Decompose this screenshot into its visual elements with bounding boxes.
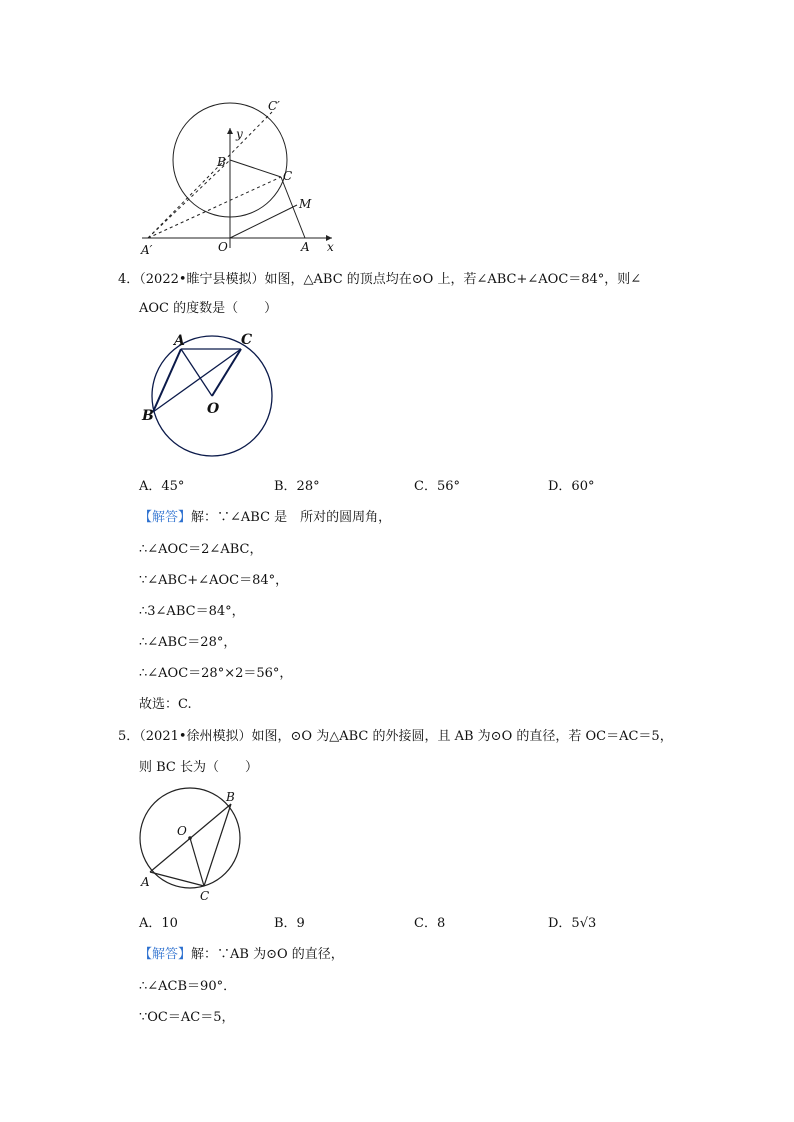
q4-label-o: O bbox=[207, 401, 220, 417]
q4-answer-line7: 故选：C. bbox=[139, 697, 192, 712]
q4-label-a: A bbox=[174, 333, 185, 349]
q5-seg-bc bbox=[204, 804, 231, 886]
q5-choice-d: D．5√3 bbox=[548, 916, 597, 931]
q5-choice-a: A．10 bbox=[139, 916, 178, 931]
label-x: x bbox=[327, 240, 334, 254]
q4-label-c: C bbox=[241, 332, 253, 348]
q5-center-dot bbox=[188, 836, 192, 840]
label-o: O bbox=[218, 240, 228, 254]
q5-answer-line3: ∵OC＝AC＝5， bbox=[139, 1010, 235, 1025]
label-c-prime: C′ bbox=[268, 99, 280, 113]
q5-choice-b: B．9 bbox=[274, 916, 305, 931]
label-a-prime: A′ bbox=[141, 243, 153, 257]
q4-choice-c: C．56° bbox=[414, 479, 460, 494]
q5-answer-first: 解：∵AB 为⊙O 的直径， bbox=[191, 947, 344, 962]
q5-label-c: C bbox=[200, 889, 210, 903]
q4-choice-a: A．45° bbox=[139, 479, 185, 494]
q4-choice-b: B．28° bbox=[274, 479, 320, 494]
q5-label-b: B bbox=[226, 790, 235, 804]
q4-answer-line2: ∴∠AOC＝2∠ABC， bbox=[139, 542, 263, 557]
label-c: C bbox=[283, 169, 293, 183]
q4-answer-first: 解：∵∠ABC 是 所对的圆周角， bbox=[191, 510, 392, 525]
q5-label-o: O bbox=[177, 824, 187, 838]
q5-stem-line1: 5．（2021•徐州模拟）如图，⊙O 为△ABC 的外接圆，且 AB 为⊙O 的直径，若 OC＝AC＝5， bbox=[118, 729, 673, 744]
q4-answer-line3: ∵∠ABC+∠AOC＝84°， bbox=[139, 573, 289, 588]
label-a: A bbox=[301, 240, 310, 254]
q4-label-b: B bbox=[142, 408, 154, 424]
q4-answer-line6: ∴∠AOC＝28°×2＝56°， bbox=[139, 666, 293, 681]
q5-seg-ac bbox=[150, 872, 204, 886]
q4-stem-line1: 4．（2022•睢宁县模拟）如图，△ABC 的顶点均在⊙O 上，若∠ABC+∠AOC＝84°，则∠ bbox=[118, 272, 642, 287]
q4-answer-tag: 【解答】 bbox=[139, 510, 192, 525]
label-b: B bbox=[217, 155, 226, 169]
label-m: M bbox=[299, 197, 312, 211]
q4-choice-d: D．60° bbox=[548, 479, 595, 494]
q5-answer-line2: ∴∠ACB＝90°． bbox=[139, 979, 237, 994]
q4-answer-line4: ∴3∠ABC＝84°， bbox=[139, 604, 245, 619]
label-y: y bbox=[236, 127, 243, 141]
q5-choice-c: C．8 bbox=[414, 916, 446, 931]
q4-stem-line2: AOC 的度数是（ ） bbox=[139, 301, 278, 316]
q5-answer-line1 bbox=[139, 946, 344, 964]
q5-stem-line2: 则 BC 长为（ ） bbox=[139, 760, 259, 775]
q4-answer-line5: ∴∠ABC＝28°， bbox=[139, 635, 237, 650]
q5-label-a: A bbox=[141, 875, 150, 889]
q5-seg-oc bbox=[190, 838, 204, 886]
q5-answer-tag: 【解答】 bbox=[139, 947, 192, 962]
